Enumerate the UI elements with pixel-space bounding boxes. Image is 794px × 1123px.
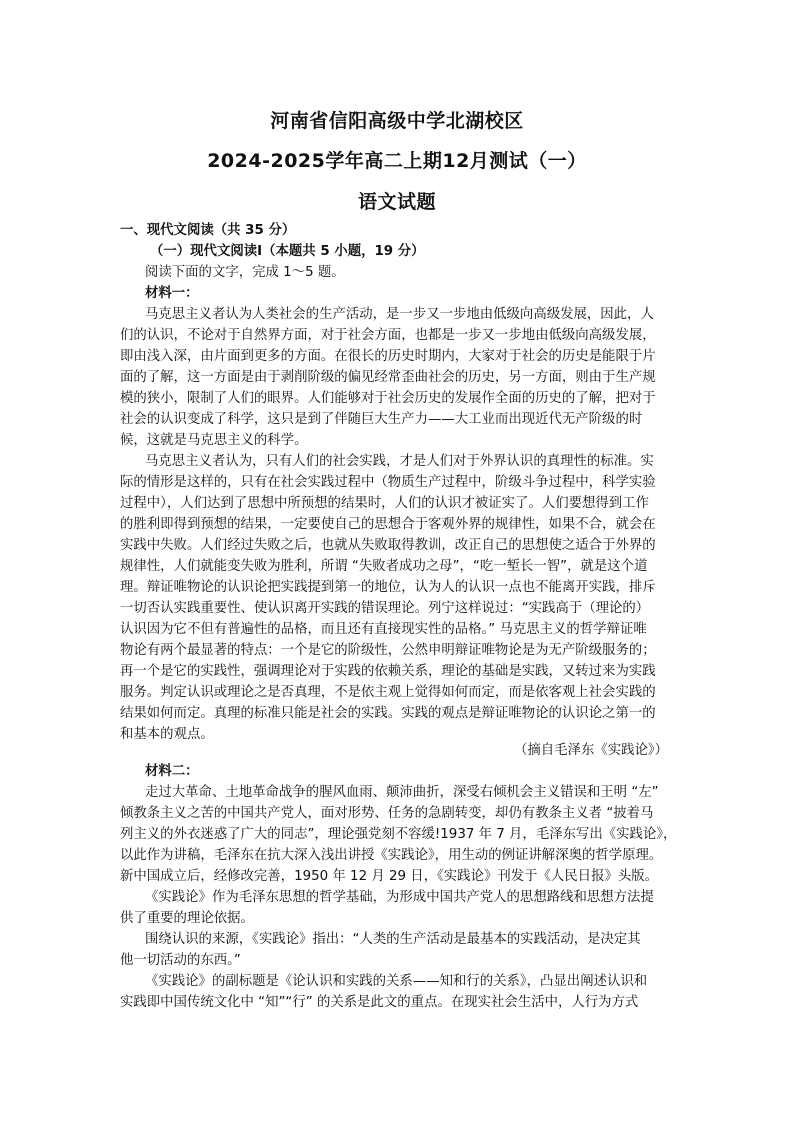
paragraph-line: 们的认识，不论对于自然界方面，对于社会方面，也都是一步又一步地由低级向高级发展， bbox=[120, 328, 656, 343]
paragraph-line: 实践即中国传统文化中 “知”“行” 的关系是此文的重点。在现实社会生活中，人行为方式 bbox=[120, 995, 639, 1010]
paragraph-line: 以此作为讲稿，毛泽东在抗大深入浅出讲授《实践论》，用生动的例证讲解深奥的哲学原理。 bbox=[120, 848, 663, 863]
paragraph-line: 面的了解，这一方面是由于剥削阶级的偏见经常歪曲社会的历史，另一方面，则由于生产规 bbox=[120, 370, 656, 385]
paragraph-line: 他一切活动的东西。” bbox=[120, 953, 241, 968]
paragraph-line: 认识因为它不但有普遍性的品格，而且还有直接现实性的品格。” 马克思主义的哲学辩证唯 bbox=[120, 622, 647, 637]
paragraph-line: 列主义的外衣迷惑了广大的同志”，理论强党刻不容缓!1937 年 7 月，毛泽东写出《实践论》， bbox=[120, 827, 677, 842]
paragraph-line: 规律性，人们就能变失败为胜利，所谓 “失败者成功之母”，“吃一堑长一智”，就是这个道 bbox=[120, 559, 648, 574]
subject-title: 语文试题 bbox=[357, 191, 436, 213]
paragraph-line: 一切否认实践重要性、使认识离开实践的错误理论。列宁这样说过：“实践高于（理论的） bbox=[120, 601, 650, 616]
sub-heading: （一）现代文阅读Ⅰ（本题共 5 小题，19 分） bbox=[150, 244, 425, 259]
paragraph-line: 倾教条主义之苦的中国共产党人，面对形势、任务的急剧转变，却仍有教条主义者 “披着马 bbox=[120, 806, 654, 821]
paragraph-line: 物论有两个最显著的特点：一个是它的阶级性，公然申明辩证唯物论是为无产阶级服务的； bbox=[120, 643, 656, 658]
paragraph-line: 走过大革命、土地革命战争的腥风血雨、颠沛曲折，深受右倾机会主义错误和王明 “左” bbox=[145, 785, 659, 800]
paragraph-line: 服务。判定认识或理论之是否真理，不是依主观上觉得如何而定，而是依客观上社会实践的 bbox=[120, 685, 656, 700]
paragraph-line: 实践中失败。人们经过失败之后，也就从失败取得教训，改正自己的思想使之适合于外界的 bbox=[120, 538, 656, 553]
material1-label: 材料一： bbox=[145, 286, 199, 301]
paragraph-line: 际的情形是这样的，只有在社会实践过程中（物质生产过程中，阶级斗争过程中，科学实验 bbox=[120, 475, 656, 490]
material2-label: 材料二： bbox=[145, 764, 199, 779]
paragraph-line: 马克思主义者认为，只有人们的社会实践，才是人们对于外界认识的真理性的标准。实 bbox=[145, 454, 654, 469]
paragraph-line: 模的狭小，限制了人们的眼界。人们能够对于社会历史的发展作全面的历史的了解，把对于 bbox=[120, 391, 656, 406]
paragraph-line: 《实践论》作为毛泽东思想的哲学基础，为形成中国共产党人的思想路线和思想方法提 bbox=[145, 890, 654, 905]
paragraph-line: 结果如何而定。真理的标准只能是社会的实践。实践的观点是辩证唯物论的认识论之第一的 bbox=[120, 706, 656, 721]
paragraph-line: 过程中），人们达到了思想中所预想的结果时，人们的认识才被证实了。人们要想得到工作 bbox=[120, 496, 649, 511]
paragraph-line: 候，这就是马克思主义的科学。 bbox=[120, 433, 308, 448]
instruction: 阅读下面的文字，完成 1～5 题。 bbox=[145, 265, 345, 280]
paragraph-line: 理。辩证唯物论的认识论把实践提到第一的地位，认为人的认识一点也不能离开实践，排斥 bbox=[120, 580, 656, 595]
paragraph-line: 社会的认识变成了科学，这只是到了伴随巨大生产力——大工业而出现近代无产阶级的时 bbox=[120, 412, 643, 427]
paragraph-line: 和基本的观点。 bbox=[120, 727, 214, 742]
paragraph-line: 新中国成立后，经修改完善，1950 年 12 月 29 日，《实践论》刊发于《人民日报》头版。 bbox=[120, 869, 659, 884]
paragraph-line: 马克思主义者认为人类社会的生产活动，是一步又一步地由低级向高级发展，因此，人 bbox=[145, 307, 654, 322]
source-citation: （摘自毛泽东《实践论》） bbox=[514, 743, 668, 758]
paragraph-line: 《实践论》的副标题是《论认识和实践的关系——知和行的关系》，凸显出阐述认识和 bbox=[145, 974, 648, 989]
paragraph-line: 供了重要的理论依据。 bbox=[120, 911, 254, 926]
section-heading: 一、现代文阅读（共 35 分） bbox=[120, 223, 296, 238]
paragraph-line: 再一个是它的实践性，强调理论对于实践的依赖关系，理论的基础是实践，又转过来为实践 bbox=[120, 664, 656, 679]
exam-title: 2024-2025学年高二上期12月测试（一） bbox=[207, 150, 587, 172]
paragraph-line: 的胜利即得到预想的结果，一定要使自己的思想合于客观外界的规律性，如果不合，就会在 bbox=[120, 517, 656, 532]
paragraph-line: 即由浅入深，由片面到更多的方面。在很长的历史时期内，大家对于社会的历史是能限于片 bbox=[120, 349, 656, 364]
paragraph-line: 围绕认识的来源，《实践论》指出：“人类的生产活动是最基本的实践活动，是决定其 bbox=[145, 932, 641, 947]
school-title: 河南省信阳高级中学北湖校区 bbox=[270, 110, 524, 132]
